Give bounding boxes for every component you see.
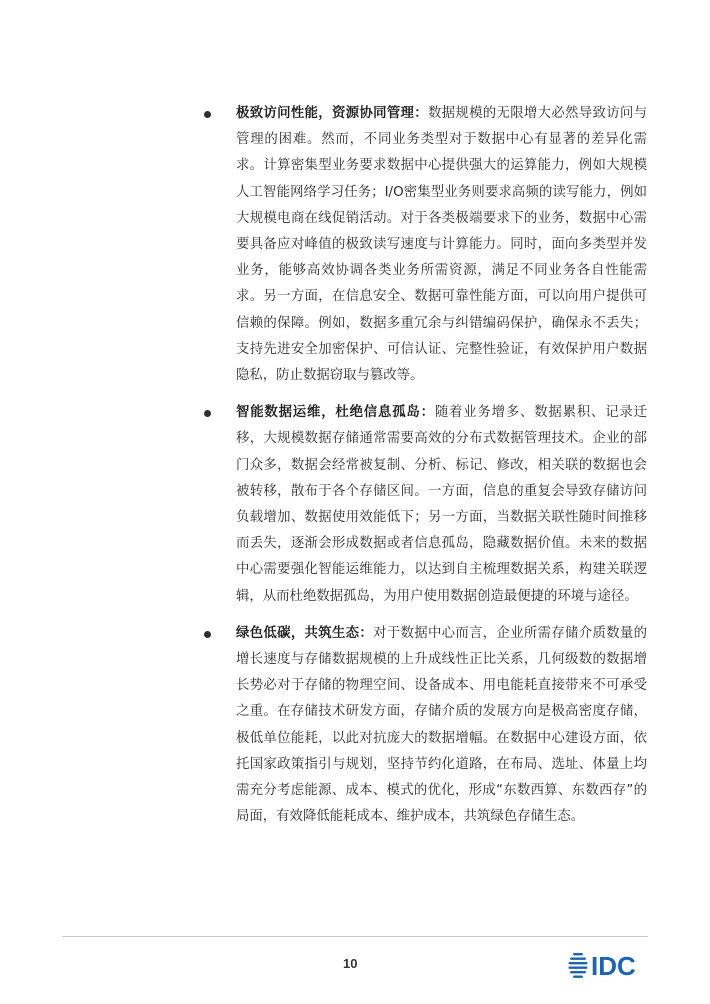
bullet-item-green: [210, 621, 647, 831]
page-number: 10: [343, 956, 358, 971]
bullet-dot-icon: [204, 410, 211, 417]
bullet-item-operations: [210, 400, 647, 610]
bullet-body: [236, 101, 647, 389]
idc-logo-text: IDC: [591, 951, 636, 979]
bullet-title: 极致访问性能，资源协同管理：: [236, 106, 428, 121]
idc-globe-icon: [569, 953, 588, 978]
bullet-text: 数据规模的无限增大必然导致访问与管理的困难。然而，不同业务类型对于数据中心有显著的差异化需求。计算密集型业务要求数据中心提供强大的运算能力，例如大规模人工智能网络学习任务；I/O密集型业务则要求高频的读写能力，例如大规模电商在线促销活动。对于各类极端要求下的业务，数据中心需要具备应对峰值的极致读写速度与计算能力。同时，面向多类型并发业务，能够高效协调各类业务所需资源，满足不同业务各自性能需求。另一方面，在信息安全、数据可靠性能方面，可以向用户提供可信赖的保障。例如，数据多重冗余与纠错编码保护，确保永不丢失；支持先进安全加密保护、可信认证、完整性验证，有效保护用户数据隐私，防止数据窃取与篡改等。: [236, 106, 648, 384]
bullet-title: 绿色低碳，共筑生态：: [236, 625, 374, 641]
bullet-text: 对于数据中心而言，企业所需存储介质数量的增长速度与存储数据规模的上升成线性正比关系，几何级数的数据增长势必对于存储的物理空间、设备成本、用电能耗直接带来不可承受之重。在存储技术研发方面，存储介质的发展方向是极高密度存储，极低单位能耗，以此对抗庞大的数据增幅。在数据中心建设方面，依托国家政策指引与规划，坚持节约化道路，在布局、选址、体量上均需充分考虑能源、成本、模式的优化，形成“东数西算、东数西存”的局面，有效降低能耗成本、维护成本，共筑绿色存储生态。: [236, 625, 648, 825]
bullet-item-performance: [210, 101, 647, 389]
document-body: [210, 101, 647, 841]
bullet-body: [236, 400, 647, 610]
idc-logo: [567, 951, 649, 979]
footer-divider: [62, 936, 648, 937]
bullet-dot-icon: [204, 111, 211, 118]
bullet-text: 随着业务增多、数据累积、记录迁移，大规模数据存储通常需要高效的分布式数据管理技术。企业的部门众多，数据会经常被复制、分析、标记、修改，相关联的数据也会被转移，散布于各个存储区间。一方面，信息的重复会导致存储访问负载增加、数据使用效能低下；另一方面，当数据关联性随时间推移而丢失，逐渐会形成数据或者信息孤岛，隐藏数据价值。未来的数据中心需要强化智能运维能力，以达到自主梳理数据关系，构建关联逻辑，从而杜绝数据孤岛，为用户使用数据创造最便捷的环境与途径。: [236, 405, 648, 604]
bullet-title: 智能数据运维，杜绝信息孤岛：: [236, 405, 435, 421]
bullet-dot-icon: [204, 631, 211, 638]
bullet-body: [236, 621, 647, 831]
